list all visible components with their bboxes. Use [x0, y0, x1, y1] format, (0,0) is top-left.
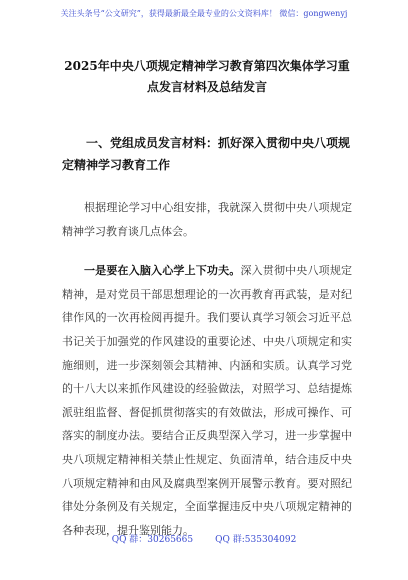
qq-group-two: QQ 群:535304092: [215, 535, 297, 545]
point-one-body: 深入贯彻中央八项规定精神，是对党员干部思想理论的一次再教育再武装，是对纪律作风的一次再检阅再提升。我们要认真学习领会习近平总书记关于加强党的作风建设的重要论述、中央八项规定和实施细则，进一步深刻领会其精神、内涵和实质。认真学习党的十八大以来抓作风建设的经验做法，对照学习、总结提炼派驻组监督、督促抓贯彻落实的有效做法，形成可操作、可落实的制度办法。要结合正反典型深入学习，进一步掌握中央八项规定精神相关禁止性规定、负面清单，结合违反中央八项规定精神和由风及腐典型案例开展警示教育。要对照纪律处分条例及有关规定，全面掌握违反中央八项规定精神的各种表现，提升鉴别能力。: [62, 264, 353, 537]
document-page: [62, 56, 352, 542]
qq-group-one: QQ 群：30265665: [111, 535, 194, 545]
bottom-banner: [0, 534, 408, 546]
top-banner: 关注头条号“公文研究”，获得最新最全最专业的公文资料库！ 微信：gongwenyj: [60, 9, 348, 18]
intro-paragraph: 根据理论学习中心组安排，我就深入贯彻中央八项规定精神学习教育谈几点体会。: [62, 201, 352, 238]
point-one-paragraph: [62, 259, 352, 542]
section-heading: 一、党组成员发言材料：抓好深入贯彻中央八项规定精神学习教育工作: [62, 136, 351, 172]
document-title: 2025年中央八项规定精神学习教育第四次集体学习重点发言材料及总结发言: [64, 59, 350, 94]
point-one-lead: 一是要在入脑入心学上下功夫。: [84, 264, 241, 278]
